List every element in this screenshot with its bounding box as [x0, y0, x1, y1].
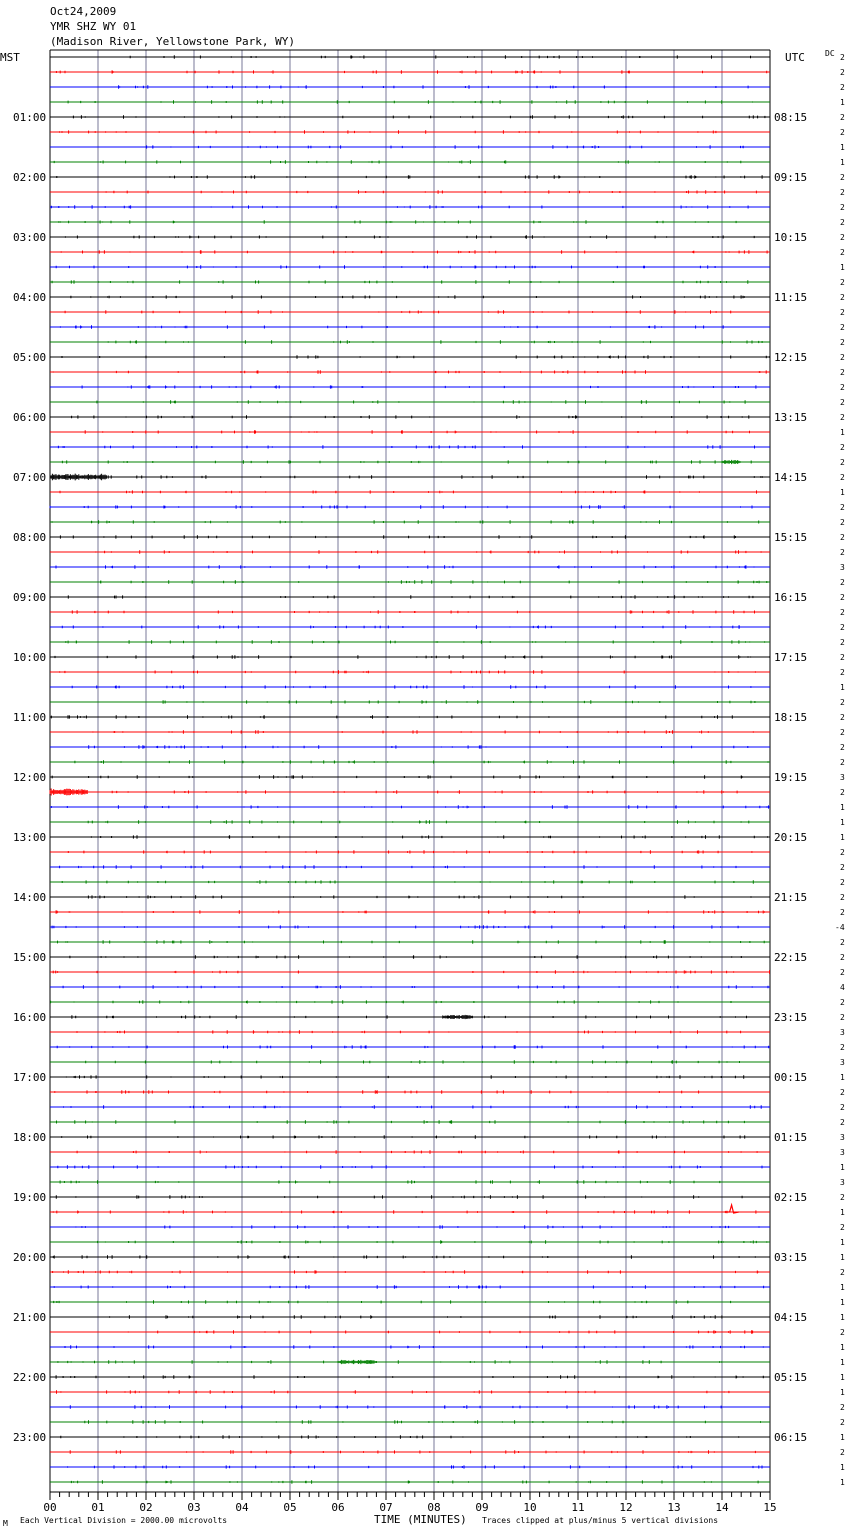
- dc-offset-label: 1: [840, 488, 845, 497]
- dc-offset-label: 2: [840, 383, 845, 392]
- right-hour-label: 18:15: [774, 711, 808, 724]
- left-hour-label: 18:00: [13, 1131, 47, 1144]
- right-hour-label: 17:15: [774, 651, 808, 664]
- right-hour-label: 03:15: [774, 1251, 808, 1264]
- right-hour-label: 14:15: [774, 471, 808, 484]
- dc-offset-label: 2: [840, 113, 845, 122]
- x-tick-label: 05: [283, 1501, 297, 1514]
- dc-offset-label: 2: [840, 893, 845, 902]
- dc-offset-label: 3: [840, 1058, 845, 1067]
- dc-offset-label: 3: [840, 1178, 845, 1187]
- clip-note: Traces clipped at plus/minus 5 vertical divisions: [482, 1516, 719, 1525]
- dc-offset-label: 1: [840, 1238, 845, 1247]
- left-hour-label: 23:00: [13, 1431, 47, 1444]
- right-hour-label: 00:15: [774, 1071, 808, 1084]
- dc-offset-label: 2: [840, 173, 845, 182]
- right-hour-label: 12:15: [774, 351, 808, 364]
- dc-offset-label: 2: [840, 698, 845, 707]
- x-tick-label: 07: [379, 1501, 393, 1514]
- dc-offset-label: 2: [840, 788, 845, 797]
- x-tick-label: 12: [619, 1501, 633, 1514]
- right-hour-label: 09:15: [774, 171, 808, 184]
- dc-offset-label: 2: [840, 668, 845, 677]
- left-hour-label: 14:00: [13, 891, 47, 904]
- dc-offset-label: 3: [840, 563, 845, 572]
- dc-offset-label: 2: [840, 938, 845, 947]
- dc-offset-label: 2: [840, 848, 845, 857]
- x-tick-label: 15: [763, 1501, 777, 1514]
- dc-offset-label: 2: [840, 323, 845, 332]
- trace-rows: [50, 55, 770, 1484]
- dc-offset-label: 1: [840, 803, 845, 812]
- dc-offset-label: 2: [840, 1103, 845, 1112]
- dc-offset-label: 2: [840, 998, 845, 1007]
- dc-offset-label: 2: [840, 218, 845, 227]
- dc-offset-label: 2: [840, 188, 845, 197]
- right-hour-label: 05:15: [774, 1371, 808, 1384]
- dc-offset-label: 3: [840, 1148, 845, 1157]
- dc-offset-label: 2: [840, 53, 845, 62]
- dc-offset-label: 2: [840, 503, 845, 512]
- dc-offset-label: 2: [840, 638, 845, 647]
- dc-offset-label: 2: [840, 1088, 845, 1097]
- right-timezone-label: UTC: [785, 51, 805, 64]
- left-hour-label: 04:00: [13, 291, 47, 304]
- dc-offset-label: 1: [840, 263, 845, 272]
- left-hour-label: 07:00: [13, 471, 47, 484]
- dc-offset-label: 2: [840, 1448, 845, 1457]
- dc-offset-label: 2: [840, 233, 845, 242]
- dc-offset-label: 1: [840, 1163, 845, 1172]
- dc-offset-label: 2: [840, 533, 845, 542]
- dc-offset-label: 2: [840, 1268, 845, 1277]
- dc-offset-label: 2: [840, 68, 845, 77]
- left-timezone-label: MST: [0, 51, 20, 64]
- right-hour-label: 06:15: [774, 1431, 808, 1444]
- dc-offset-label: 2: [840, 608, 845, 617]
- left-hour-label: 15:00: [13, 951, 47, 964]
- right-hour-label: 01:15: [774, 1131, 808, 1144]
- right-hour-labels: [774, 111, 807, 1444]
- corner-mark: M: [3, 1519, 8, 1528]
- dc-offset-label: 1: [840, 98, 845, 107]
- dc-offset-label: 1: [840, 1208, 845, 1217]
- dc-offset-label: 1: [840, 683, 845, 692]
- location-label: (Madison River, Yellowstone Park, WY): [50, 35, 296, 48]
- dc-header-label: DC: [825, 49, 835, 58]
- dc-offset-label: 1: [840, 1358, 845, 1367]
- dc-offset-label: 1: [840, 1313, 845, 1322]
- x-tick-label: 14: [715, 1501, 729, 1514]
- dc-offset-label: 1: [840, 428, 845, 437]
- dc-offset-label: 1: [840, 1463, 845, 1472]
- left-hour-label: 11:00: [13, 711, 47, 724]
- right-hour-label: 22:15: [774, 951, 808, 964]
- dc-offset-label: 1: [840, 1343, 845, 1352]
- left-hour-label: 05:00: [13, 351, 47, 364]
- dc-offset-label: 1: [840, 833, 845, 842]
- dc-offset-label: 2: [840, 413, 845, 422]
- left-hour-label: 22:00: [13, 1371, 47, 1384]
- right-hour-label: 15:15: [774, 531, 808, 544]
- dc-offset-label: 2: [840, 1118, 845, 1127]
- dc-offset-label: 1: [840, 1373, 845, 1382]
- left-hour-label: 21:00: [13, 1311, 47, 1324]
- dc-offset-label: 2: [840, 248, 845, 257]
- x-tick-label: 03: [187, 1501, 201, 1514]
- right-hour-label: 08:15: [774, 111, 808, 124]
- dc-offset-label: 2: [840, 1013, 845, 1022]
- dc-offset-label: 2: [840, 128, 845, 137]
- x-tick-label: 08: [427, 1501, 441, 1514]
- left-hour-labels: [13, 111, 46, 1444]
- dc-offset-label: 2: [840, 338, 845, 347]
- dc-offset-label: 2: [840, 728, 845, 737]
- right-hour-label: 13:15: [774, 411, 808, 424]
- dc-offset-label: 2: [840, 593, 845, 602]
- dc-offset-label: 3: [840, 773, 845, 782]
- left-hour-label: 17:00: [13, 1071, 47, 1084]
- dc-offset-label: 1: [840, 143, 845, 152]
- dc-offset-label: 2: [840, 878, 845, 887]
- left-hour-label: 08:00: [13, 531, 47, 544]
- dc-offset-label: 2: [840, 293, 845, 302]
- dc-offset-label: 2: [840, 908, 845, 917]
- right-hour-label: 11:15: [774, 291, 808, 304]
- left-hour-label: 03:00: [13, 231, 47, 244]
- x-tick-label: 10: [523, 1501, 537, 1514]
- dc-offset-label: -4: [835, 923, 845, 932]
- right-hour-label: 20:15: [774, 831, 808, 844]
- dc-offset-label: 1: [840, 158, 845, 167]
- right-hour-label: 04:15: [774, 1311, 808, 1324]
- left-hour-label: 09:00: [13, 591, 47, 604]
- left-hour-label: 02:00: [13, 171, 47, 184]
- dc-offset-label: 2: [840, 968, 845, 977]
- left-hour-label: 13:00: [13, 831, 47, 844]
- dc-offset-label: 2: [840, 758, 845, 767]
- dc-offset-label: 2: [840, 203, 845, 212]
- dc-offset-label: 2: [840, 743, 845, 752]
- left-hour-label: 19:00: [13, 1191, 47, 1204]
- dc-offset-labels: [835, 53, 845, 1487]
- left-hour-label: 20:00: [13, 1251, 47, 1264]
- dc-offset-label: 2: [840, 518, 845, 527]
- dc-offset-label: 2: [840, 1193, 845, 1202]
- x-axis: [43, 1492, 776, 1514]
- x-tick-label: 09: [475, 1501, 489, 1514]
- dc-offset-label: 3: [840, 1133, 845, 1142]
- dc-offset-label: 1: [840, 1433, 845, 1442]
- event-burst: [338, 1360, 376, 1364]
- scale-note: Each Vertical Division = 2000.00 microvolts: [20, 1516, 228, 1525]
- x-axis-title: TIME (MINUTES): [374, 1513, 467, 1526]
- left-hour-label: 10:00: [13, 651, 47, 664]
- x-tick-label: 13: [667, 1501, 681, 1514]
- date-label: Oct24,2009: [50, 5, 117, 18]
- dc-offset-label: 2: [840, 83, 845, 92]
- dc-offset-label: 1: [840, 1388, 845, 1397]
- station-label: YMR SHZ WY 01: [50, 20, 137, 33]
- dc-offset-label: 2: [840, 1418, 845, 1427]
- dc-offset-label: 2: [840, 623, 845, 632]
- x-tick-label: 00: [43, 1501, 57, 1514]
- x-tick-label: 04: [235, 1501, 249, 1514]
- dc-offset-label: 2: [840, 473, 845, 482]
- dc-offset-label: 2: [840, 1223, 845, 1232]
- dc-offset-label: 2: [840, 548, 845, 557]
- x-tick-label: 02: [139, 1501, 153, 1514]
- dc-offset-label: 2: [840, 398, 845, 407]
- dc-offset-label: 1: [840, 1298, 845, 1307]
- dc-offset-label: 1: [840, 1478, 845, 1487]
- dc-offset-label: 1: [840, 1283, 845, 1292]
- dc-offset-label: 2: [840, 368, 845, 377]
- right-hour-label: 19:15: [774, 771, 808, 784]
- dc-offset-label: 2: [840, 443, 845, 452]
- dc-offset-label: 2: [840, 713, 845, 722]
- dc-offset-label: 2: [840, 653, 845, 662]
- dc-offset-label: 4: [840, 983, 845, 992]
- right-hour-label: 10:15: [774, 231, 808, 244]
- dc-offset-label: 2: [840, 1043, 845, 1052]
- dc-offset-label: 2: [840, 863, 845, 872]
- right-hour-label: 21:15: [774, 891, 808, 904]
- dc-offset-label: 1: [840, 818, 845, 827]
- left-hour-label: 01:00: [13, 111, 47, 124]
- header: [50, 5, 295, 48]
- x-tick-label: 01: [91, 1501, 105, 1514]
- right-hour-label: 02:15: [774, 1191, 808, 1204]
- right-hour-label: 23:15: [774, 1011, 808, 1024]
- dc-offset-label: 2: [840, 308, 845, 317]
- dc-offset-label: 2: [840, 953, 845, 962]
- left-hour-label: 16:00: [13, 1011, 47, 1024]
- minute-gridlines: [50, 50, 770, 1492]
- dc-offset-label: 2: [840, 353, 845, 362]
- dc-offset-label: 2: [840, 1328, 845, 1337]
- left-hour-label: 12:00: [13, 771, 47, 784]
- x-tick-label: 11: [571, 1501, 585, 1514]
- x-tick-label: 06: [331, 1501, 345, 1514]
- dc-offset-label: 2: [840, 278, 845, 287]
- right-hour-label: 16:15: [774, 591, 808, 604]
- left-hour-label: 06:00: [13, 411, 47, 424]
- dc-offset-label: 1: [840, 1253, 845, 1262]
- dc-offset-label: 2: [840, 458, 845, 467]
- dc-offset-label: 2: [840, 1403, 845, 1412]
- dc-offset-label: 3: [840, 1028, 845, 1037]
- dc-offset-label: 1: [840, 1073, 845, 1082]
- dc-offset-label: 2: [840, 578, 845, 587]
